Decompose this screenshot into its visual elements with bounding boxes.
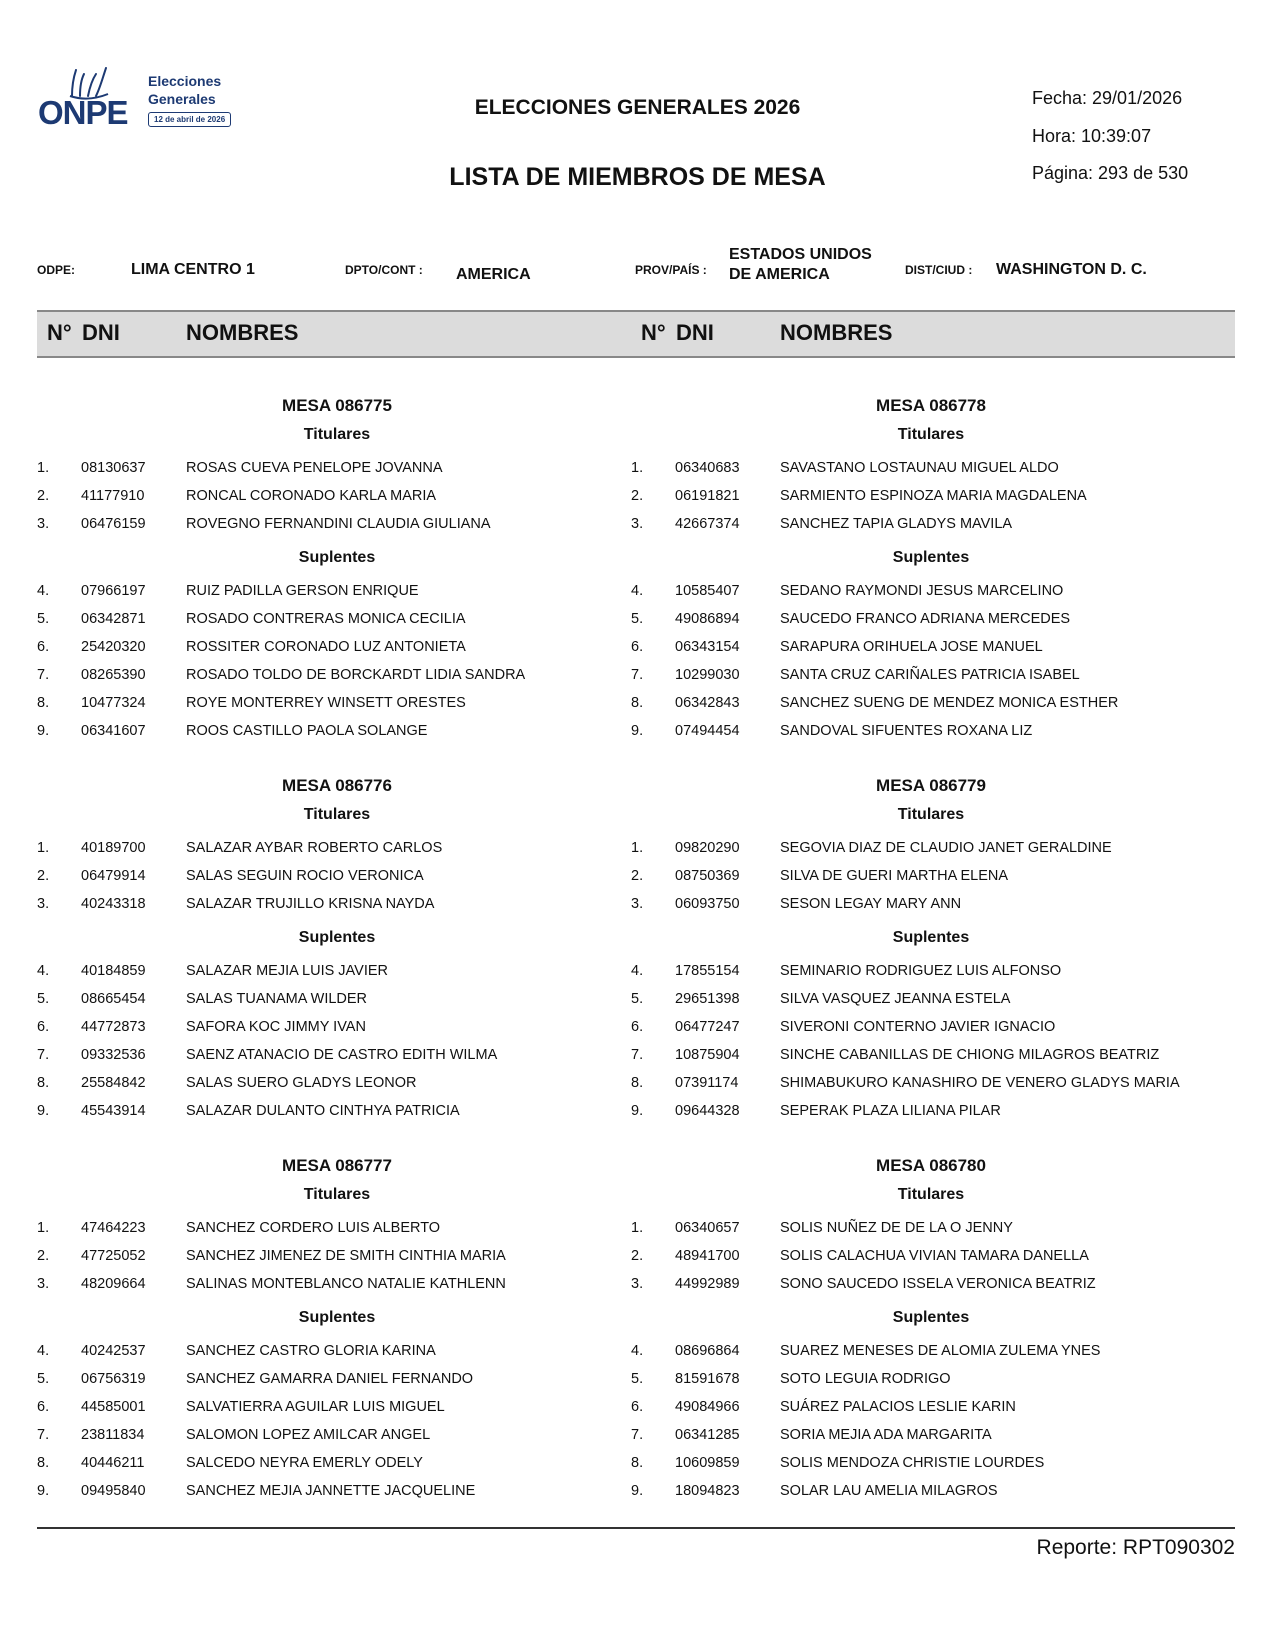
member-name: SANCHEZ CORDERO LUIS ALBERTO: [186, 1220, 441, 1236]
member-num: 2.: [37, 488, 50, 504]
col-num-left: N°: [47, 320, 72, 345]
suplentes-heading: Suplentes: [892, 929, 970, 946]
logo-election-name: Elecciones Generales: [148, 73, 222, 107]
member-num: 3.: [37, 516, 50, 532]
member-num: 8.: [37, 1455, 50, 1471]
document-subtitle: LISTA DE MIEMBROS DE MESA: [449, 163, 826, 191]
member-num: 4.: [631, 583, 644, 599]
member-num: 3.: [631, 1276, 644, 1292]
member-num: 2.: [37, 1248, 50, 1264]
member-dni: 44585001: [81, 1399, 146, 1415]
member-row: [631, 583, 1231, 605]
member-num: 7.: [37, 667, 50, 683]
member-row: [631, 1399, 1231, 1421]
suplentes-heading: Suplentes: [298, 549, 376, 566]
member-row: [37, 460, 637, 482]
member-name: SAVASTANO LOSTAUNAU MIGUEL ALDO: [780, 460, 1059, 476]
member-num: 6.: [37, 639, 50, 655]
member-row: [631, 1483, 1231, 1505]
member-dni: 47464223: [81, 1220, 146, 1236]
member-row: [37, 840, 637, 862]
report-code: Reporte: RPT090302: [1036, 1536, 1235, 1559]
member-name: SEMINARIO RODRIGUEZ LUIS ALFONSO: [780, 963, 1062, 979]
member-name: SALAZAR MEJIA LUIS JAVIER: [186, 963, 388, 979]
member-name: SOLIS CALACHUA VIVIAN TAMARA DANELLA: [780, 1248, 1089, 1264]
member-dni: 08665454: [81, 991, 146, 1007]
member-name: SAENZ ATANACIO DE CASTRO EDITH WILMA: [186, 1047, 498, 1063]
member-dni: 44772873: [81, 1019, 146, 1035]
member-dni: 06476159: [81, 516, 146, 532]
member-row: [631, 963, 1231, 985]
onpe-wordmark: ONPE: [38, 94, 128, 131]
member-name: SALINAS MONTEBLANCO NATALIE KATHLENN: [186, 1276, 506, 1292]
member-name: SILVA DE GUERI MARTHA ELENA: [780, 868, 1009, 884]
member-name: SIVERONI CONTERNO JAVIER IGNACIO: [780, 1019, 1056, 1035]
member-row: [631, 1075, 1231, 1097]
member-name: SANCHEZ JIMENEZ DE SMITH CINTHIA MARIA: [186, 1248, 506, 1264]
member-row: [37, 963, 637, 985]
dist-label: DIST/CIUD :: [905, 263, 973, 277]
dpto-label: DPTO/CONT :: [345, 263, 423, 277]
member-num: 7.: [37, 1427, 50, 1443]
member-row: [631, 488, 1231, 510]
member-name: SONO SAUCEDO ISSELA VERONICA BEATRIZ: [780, 1276, 1096, 1292]
member-dni: 40189700: [81, 840, 146, 856]
member-dni: 06477247: [675, 1019, 740, 1035]
member-dni: 09495840: [81, 1483, 146, 1499]
member-num: 7.: [631, 667, 644, 683]
member-num: 3.: [37, 1276, 50, 1292]
logo-election-date: 12 de abril de 2026: [148, 112, 231, 127]
member-row: [631, 667, 1231, 689]
member-row: [37, 723, 637, 745]
member-row: [631, 1047, 1231, 1069]
member-dni: 07966197: [81, 583, 146, 599]
member-num: 6.: [37, 1019, 50, 1035]
member-name: ROSADO CONTRERAS MONICA CECILIA: [186, 611, 466, 627]
member-num: 8.: [631, 1075, 644, 1091]
member-num: 5.: [37, 1371, 50, 1387]
member-num: 4.: [37, 583, 50, 599]
member-dni: 41177910: [81, 488, 145, 504]
member-row: [631, 1276, 1231, 1298]
member-name: SARAPURA ORIHUELA JOSE MANUEL: [780, 639, 1043, 655]
member-dni: 18094823: [675, 1483, 740, 1499]
member-name: RONCAL CORONADO KARLA MARIA: [186, 488, 437, 504]
member-num: 9.: [631, 1483, 644, 1499]
member-row: [631, 868, 1231, 890]
member-name: SANDOVAL SIFUENTES ROXANA LIZ: [780, 723, 1033, 739]
member-row: [37, 583, 637, 605]
member-num: 1.: [37, 460, 50, 476]
member-name: SAFORA KOC JIMMY IVAN: [186, 1019, 366, 1035]
suplentes-heading: Suplentes: [892, 549, 970, 566]
member-row: [631, 1343, 1231, 1365]
member-dni: 45543914: [81, 1103, 146, 1119]
titulares-heading: Titulares: [303, 1186, 371, 1203]
member-num: 4.: [631, 963, 644, 979]
suplentes-heading: Suplentes: [298, 929, 376, 946]
member-row: [631, 639, 1231, 661]
member-dni: 42667374: [675, 516, 740, 532]
member-num: 5.: [631, 611, 644, 627]
member-dni: 08696864: [675, 1343, 740, 1359]
member-name: SHIMABUKURO KANASHIRO DE VENERO GLADYS MARIA: [780, 1075, 1180, 1091]
member-row: [631, 840, 1231, 862]
member-row: [37, 1371, 637, 1393]
member-row: [37, 516, 637, 538]
member-row: [631, 611, 1231, 633]
member-num: 3.: [631, 896, 644, 912]
member-row: [631, 695, 1231, 717]
member-row: [631, 1019, 1231, 1041]
member-name: SANTA CRUZ CARIÑALES PATRICIA ISABEL: [780, 667, 1080, 683]
member-row: [37, 1103, 637, 1125]
member-dni: 06191821: [675, 488, 740, 504]
member-num: 1.: [37, 1220, 50, 1236]
member-name: SALAZAR TRUJILLO KRISNA NAYDA: [186, 896, 435, 912]
member-row: [631, 460, 1231, 482]
prov-value-line1: ESTADOS UNIDOS: [729, 246, 872, 263]
member-name: ROOS CASTILLO PAOLA SOLANGE: [186, 723, 428, 739]
member-dni: 10299030: [675, 667, 740, 683]
member-name: SOLIS MENDOZA CHRISTIE LOURDES: [780, 1455, 1045, 1471]
member-num: 6.: [631, 1019, 644, 1035]
member-name: SINCHE CABANILLAS DE CHIONG MILAGROS BEATRIZ: [780, 1047, 1160, 1063]
member-name: SALAS TUANAMA WILDER: [186, 991, 368, 1007]
member-dni: 25584842: [81, 1075, 146, 1091]
member-row: [37, 1343, 637, 1365]
member-dni: 49086894: [675, 611, 740, 627]
member-name: SESON LEGAY MARY ANN: [780, 896, 962, 912]
member-dni: 40242537: [81, 1343, 146, 1359]
member-num: 1.: [37, 840, 50, 856]
member-num: 5.: [37, 611, 50, 627]
member-row: [37, 1455, 637, 1477]
mesa-title: MESA 086775: [282, 396, 392, 415]
document-title: ELECCIONES GENERALES 2026: [474, 96, 801, 119]
member-num: 9.: [631, 1103, 644, 1119]
col-nombres-right: NOMBRES: [780, 320, 893, 345]
prov-label: PROV/PAÍS :: [635, 263, 707, 277]
member-dni: 10477324: [81, 695, 146, 711]
member-num: 3.: [37, 896, 50, 912]
member-dni: 47725052: [81, 1248, 146, 1264]
member-name: SARMIENTO ESPINOZA MARIA MAGDALENA: [780, 488, 1087, 504]
member-num: 9.: [37, 1483, 50, 1499]
col-dni-right: DNI: [676, 320, 714, 345]
member-dni: 08130637: [81, 460, 146, 476]
member-dni: 06340657: [675, 1220, 740, 1236]
member-dni: 06342871: [81, 611, 146, 627]
member-dni: 06342843: [675, 695, 740, 711]
pagina: Página: 293 de 530: [1032, 163, 1189, 183]
member-name: SALAZAR DULANTO CINTHYA PATRICIA: [186, 1103, 460, 1119]
member-num: 6.: [37, 1399, 50, 1415]
member-dni: 10875904: [675, 1047, 740, 1063]
member-num: 8.: [631, 1455, 644, 1471]
member-name: SALAS SUERO GLADYS LEONOR: [186, 1075, 417, 1091]
member-num: 6.: [631, 639, 644, 655]
member-name: SANCHEZ GAMARRA DANIEL FERNANDO: [186, 1371, 474, 1387]
member-name: SEDANO RAYMONDI JESUS MARCELINO: [780, 583, 1064, 599]
member-dni: 25420320: [81, 639, 146, 655]
member-num: 6.: [631, 1399, 644, 1415]
column-header-bar: [37, 310, 1235, 358]
member-row: [37, 1075, 637, 1097]
titulares-heading: Titulares: [897, 1186, 965, 1203]
member-dni: 40243318: [81, 896, 146, 912]
member-dni: 06756319: [81, 1371, 146, 1387]
member-name: ROSSITER CORONADO LUZ ANTONIETA: [186, 639, 466, 655]
member-num: 1.: [631, 460, 644, 476]
member-num: 1.: [631, 1220, 644, 1236]
footer-divider: [37, 1527, 1235, 1529]
member-dni: 06341607: [81, 723, 146, 739]
odpe-value: LIMA CENTRO 1: [131, 261, 255, 278]
member-name: ROSADO TOLDO DE BORCKARDT LIDIA SANDRA: [186, 667, 526, 683]
member-dni: 81591678: [675, 1371, 740, 1387]
member-name: RUIZ PADILLA GERSON ENRIQUE: [186, 583, 419, 599]
col-nombres-left: NOMBRES: [186, 320, 299, 345]
member-num: 2.: [631, 868, 644, 884]
member-name: SALVATIERRA AGUILAR LUIS MIGUEL: [186, 1399, 445, 1415]
member-num: 8.: [37, 1075, 50, 1091]
member-num: 5.: [631, 1371, 644, 1387]
member-row: [37, 1276, 637, 1298]
member-row: [631, 991, 1231, 1013]
col-dni-left: DNI: [82, 320, 120, 345]
suplentes-heading: Suplentes: [298, 1309, 376, 1326]
member-name: ROSAS CUEVA PENELOPE JOVANNA: [186, 460, 443, 476]
member-name: SALAZAR AYBAR ROBERTO CARLOS: [186, 840, 443, 856]
titulares-heading: Titulares: [303, 426, 371, 443]
member-row: [631, 1220, 1231, 1242]
member-num: 2.: [631, 488, 644, 504]
titulares-heading: Titulares: [303, 806, 371, 823]
member-dni: 40446211: [81, 1455, 145, 1471]
member-name: SANCHEZ SUENG DE MENDEZ MONICA ESTHER: [780, 695, 1119, 711]
member-row: [631, 723, 1231, 745]
member-num: 9.: [631, 723, 644, 739]
member-num: 4.: [631, 1343, 644, 1359]
member-num: 3.: [631, 516, 644, 532]
member-num: 8.: [631, 695, 644, 711]
member-row: [37, 1399, 637, 1421]
member-name: SOLIS NUÑEZ DE DE LA O JENNY: [780, 1220, 1013, 1236]
dpto-value: AMERICA: [456, 266, 531, 283]
member-row: [631, 1248, 1231, 1270]
member-row: [37, 1019, 637, 1041]
member-dni: 09820290: [675, 840, 740, 856]
member-row: [631, 1427, 1231, 1449]
member-dni: 06341285: [675, 1427, 740, 1443]
member-num: 5.: [37, 991, 50, 1007]
mesa-title: MESA 086780: [876, 1156, 986, 1175]
member-dni: 06479914: [81, 868, 146, 884]
member-name: SOTO LEGUIA RODRIGO: [780, 1371, 951, 1387]
member-row: [37, 1248, 637, 1270]
member-name: SANCHEZ TAPIA GLADYS MAVILA: [780, 516, 1013, 532]
member-row: [631, 896, 1231, 918]
titulares-heading: Titulares: [897, 426, 965, 443]
mesa-title: MESA 086777: [282, 1156, 392, 1175]
member-dni: 48941700: [675, 1248, 740, 1264]
prov-value-line2: DE AMERICA: [729, 266, 830, 283]
member-dni: 29651398: [675, 991, 740, 1007]
member-row: [37, 1427, 637, 1449]
member-name: SANCHEZ MEJIA JANNETTE JACQUELINE: [186, 1483, 476, 1499]
member-num: 9.: [37, 1103, 50, 1119]
member-row: [37, 1483, 637, 1505]
member-row: [37, 896, 637, 918]
member-num: 7.: [631, 1427, 644, 1443]
member-name: SILVA VASQUEZ JEANNA ESTELA: [780, 991, 1011, 1007]
member-num: 2.: [631, 1248, 644, 1264]
odpe-label: ODPE:: [37, 263, 76, 277]
mesa-title: MESA 086778: [876, 396, 986, 415]
member-row: [631, 1371, 1231, 1393]
col-num-right: N°: [641, 320, 666, 345]
member-dni: 23811834: [81, 1427, 145, 1443]
member-row: [37, 1220, 637, 1242]
titulares-heading: Titulares: [897, 806, 965, 823]
member-dni: 07391174: [675, 1075, 739, 1091]
member-dni: 10609859: [675, 1455, 740, 1471]
member-dni: 49084966: [675, 1399, 740, 1415]
fecha: Fecha: 29/01/2026: [1032, 88, 1183, 108]
member-dni: 48209664: [81, 1276, 146, 1292]
member-row: [37, 639, 637, 661]
member-row: [631, 1455, 1231, 1477]
member-row: [631, 1103, 1231, 1125]
member-name: SALAS SEGUIN ROCIO VERONICA: [186, 868, 424, 884]
member-name: SANCHEZ CASTRO GLORIA KARINA: [186, 1343, 436, 1359]
member-dni: 08265390: [81, 667, 146, 683]
member-dni: 40184859: [81, 963, 146, 979]
member-num: 1.: [631, 840, 644, 856]
member-name: SALOMON LOPEZ AMILCAR ANGEL: [186, 1427, 431, 1443]
member-dni: 06340683: [675, 460, 740, 476]
member-dni: 06093750: [675, 896, 740, 912]
member-row: [37, 1047, 637, 1069]
member-name: SORIA MEJIA ADA MARGARITA: [780, 1427, 992, 1443]
member-num: 8.: [37, 695, 50, 711]
member-dni: 09644328: [675, 1103, 740, 1119]
member-name: SOLAR LAU AMELIA MILAGROS: [780, 1483, 998, 1499]
member-row: [37, 695, 637, 717]
mesa-title: MESA 086779: [876, 776, 986, 795]
member-name: SEGOVIA DIAZ DE CLAUDIO JANET GERALDINE: [780, 840, 1112, 856]
dist-value: WASHINGTON D. C.: [996, 261, 1147, 278]
member-name: ROYE MONTERREY WINSETT ORESTES: [186, 695, 466, 711]
member-row: [37, 488, 637, 510]
member-dni: 07494454: [675, 723, 740, 739]
member-row: [37, 991, 637, 1013]
member-name: SEPERAK PLAZA LILIANA PILAR: [780, 1103, 1001, 1119]
member-num: 5.: [631, 991, 644, 1007]
member-dni: 09332536: [81, 1047, 146, 1063]
member-row: [37, 611, 637, 633]
member-row: [37, 667, 637, 689]
member-name: ROVEGNO FERNANDINI CLAUDIA GIULIANA: [186, 516, 491, 532]
member-row: [37, 868, 637, 890]
member-num: 4.: [37, 1343, 50, 1359]
member-num: 7.: [37, 1047, 50, 1063]
member-num: 9.: [37, 723, 50, 739]
member-dni: 06343154: [675, 639, 740, 655]
member-dni: 08750369: [675, 868, 740, 884]
member-num: 7.: [631, 1047, 644, 1063]
hora: Hora: 10:39:07: [1032, 126, 1152, 146]
member-row: [631, 516, 1231, 538]
member-num: 2.: [37, 868, 50, 884]
member-dni: 44992989: [675, 1276, 740, 1292]
member-num: 4.: [37, 963, 50, 979]
mesa-title: MESA 086776: [282, 776, 392, 795]
member-name: SUAREZ MENESES DE ALOMIA ZULEMA YNES: [780, 1343, 1101, 1359]
member-name: SAUCEDO FRANCO ADRIANA MERCEDES: [780, 611, 1071, 627]
member-dni: 10585407: [675, 583, 740, 599]
member-dni: 17855154: [675, 963, 740, 979]
member-name: SUÁREZ PALACIOS LESLIE KARIN: [780, 1399, 1016, 1415]
suplentes-heading: Suplentes: [892, 1309, 970, 1326]
member-name: SALCEDO NEYRA EMERLY ODELY: [186, 1455, 423, 1471]
